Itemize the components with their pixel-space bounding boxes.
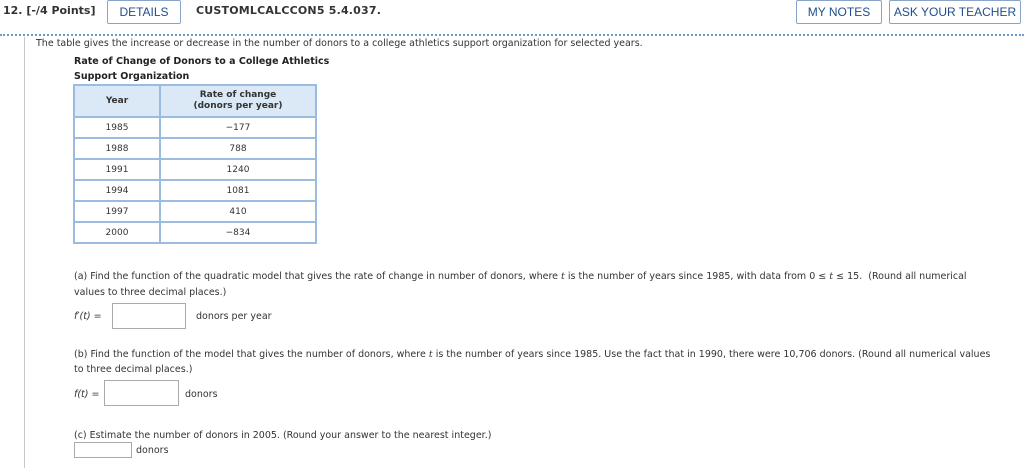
year-cell: 1985	[74, 117, 160, 138]
table-row	[74, 159, 316, 180]
part-a-var: t	[561, 271, 565, 282]
col-rate-header-line2: (donors per year)	[193, 101, 283, 111]
ask-your-teacher-button[interactable]: ASK YOUR TEACHER	[889, 0, 1021, 24]
rate-cell: −177	[160, 117, 316, 138]
part-a-text2: is the number of years since 1985, with data from	[567, 271, 807, 282]
problem-id: CUSTOMLCALCCON5 5.4.037.	[196, 4, 382, 17]
part-a-text4: values to three decimal places.)	[74, 287, 227, 298]
part-b-unit: donors	[185, 389, 218, 400]
rate-cell: −834	[160, 222, 316, 243]
part-b-text2: is the number of years since 1985. Use the fact that in 1990, there were 10,706 donors. (Round all numerical values	[435, 349, 991, 360]
part-a-unit: donors per year	[196, 311, 272, 322]
f-input[interactable]	[104, 380, 179, 406]
table-row	[74, 138, 316, 159]
part-a-text3: (Round all numerical	[868, 271, 967, 282]
part-c-question: (c) Estimate the number of donors in 2005. (Round your answer to the nearest integer.)	[74, 430, 492, 441]
year-cell: 1991	[74, 159, 160, 180]
f-prime-input[interactable]	[112, 303, 186, 329]
part-a-range-low: 0 ≤	[809, 271, 827, 282]
col-rate-header-line1: Rate of change	[199, 90, 277, 100]
col-year-header: Year	[74, 85, 160, 117]
question-number	[3, 4, 96, 17]
part-c-unit: donors	[136, 445, 169, 456]
year-cell: 1988	[74, 138, 160, 159]
donors-2005-input[interactable]	[74, 442, 132, 458]
table-title-line2: Support Organization	[74, 71, 190, 82]
details-button[interactable]: DETAILS	[107, 0, 181, 24]
part-a-range-high: ≤ 15.	[836, 271, 863, 282]
table-title-line1: Rate of Change of Donors to a College Athletics	[74, 56, 330, 67]
part-a-range-var: t	[829, 271, 834, 282]
points-label: [-/4 Points]	[26, 4, 96, 17]
part-b-var: t	[428, 349, 433, 360]
header-divider	[0, 34, 1024, 36]
left-rule	[24, 37, 25, 468]
question-header	[0, 0, 1024, 28]
year-cell: 2000	[74, 222, 160, 243]
rate-cell: 1081	[160, 180, 316, 201]
part-b-label: f(t) =	[74, 389, 100, 400]
intro-text: The table gives the increase or decrease in the number of donors to a college athletics support organization for selected years.	[36, 38, 643, 49]
part-a-label: f′(t) =	[74, 311, 102, 322]
year-cell: 1994	[74, 180, 160, 201]
part-a-question	[74, 271, 967, 282]
table-row	[74, 117, 316, 138]
part-b-text1: (b) Find the function of the model that gives the number of donors, where	[74, 349, 426, 360]
part-b-text3: to three decimal places.)	[74, 364, 193, 375]
col-rate-header	[160, 85, 316, 117]
rate-cell: 788	[160, 138, 316, 159]
table-row	[74, 180, 316, 201]
part-b-question	[74, 349, 990, 360]
rate-cell: 410	[160, 201, 316, 222]
table-row	[74, 201, 316, 222]
table-row	[74, 222, 316, 243]
year-cell: 1997	[74, 201, 160, 222]
table-header-row	[74, 85, 316, 117]
rate-cell: 1240	[160, 159, 316, 180]
data-table	[73, 84, 317, 244]
question-number-text: 12.	[3, 4, 23, 17]
my-notes-button[interactable]: MY NOTES	[796, 0, 882, 24]
part-a-text1: (a) Find the function of the quadratic model that gives the rate of change in number of donors, where	[74, 271, 559, 282]
